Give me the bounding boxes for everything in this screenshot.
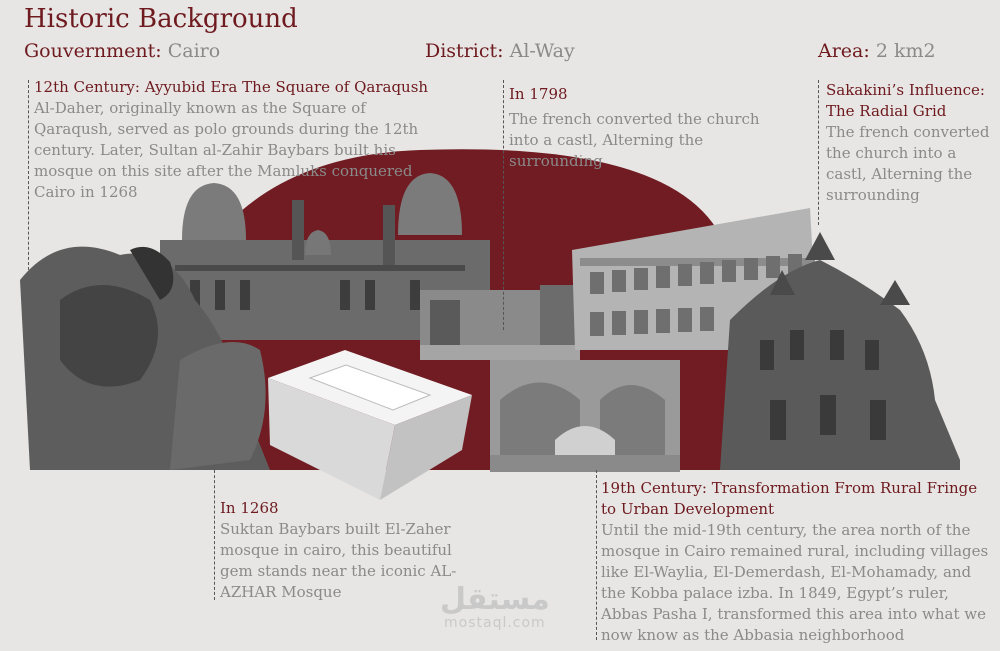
- timeline-line-1: [28, 80, 29, 270]
- street-image: [420, 285, 580, 360]
- government-label: Gouvernment:: [24, 40, 162, 62]
- timeline-line-4: [214, 470, 215, 600]
- watermark-arabic: مستقل: [440, 582, 550, 617]
- timeline-line-5: [596, 470, 597, 640]
- district-info: [425, 40, 575, 62]
- year-1268-body: Suktan Baybars built El-Zaher mosque in cairo, this beautiful gem stands near the iconic AL-AZHAR Mosque: [220, 520, 457, 601]
- ayyubid-era-block: [34, 77, 429, 203]
- interior-image: [490, 360, 680, 472]
- sakakini-block: [826, 80, 996, 206]
- 19th-century-body: Until the mid-19th century, the area north of the mosque in Cairo remained rural, including villages like El-Waylia, El-Demerdash, El-Mohamady, and the Kobba palace izba. In 1849, Egypt’s ruler, Abbas Pasha I, transformed this area into what we now know as the Abbasia neighborhood: [601, 521, 989, 644]
- government-info: [24, 40, 220, 62]
- timeline-line-3: [818, 80, 819, 225]
- timeline-line-2: [503, 80, 504, 330]
- ayyubid-era-heading: 12th Century: Ayyubid Era The Square of Qaraqush: [34, 78, 429, 96]
- district-value: Al-Way: [509, 40, 575, 62]
- year-1268-block: [220, 498, 470, 603]
- year-1798-heading: In 1798: [509, 85, 568, 103]
- district-label: District:: [425, 40, 504, 62]
- watermark-latin: mostaql.com: [444, 615, 546, 631]
- year-1268-heading: In 1268: [220, 499, 279, 517]
- area-info: [818, 40, 936, 62]
- year-1798-block: [509, 84, 764, 172]
- area-label: Area:: [818, 40, 870, 62]
- watermark: [440, 582, 550, 631]
- ayyubid-era-body: Al-Daher, originally known as the Square of Qaraqush, served as polo grounds during the 12th century. Later, Sultan al-Zahir Baybars built his mosque on this site after the Mamluks conquered Cairo in 1268: [34, 99, 419, 201]
- 19th-century-block: [601, 478, 996, 646]
- page-title: Historic Background: [24, 4, 298, 34]
- year-1798-body: The french converted the church into a castl, Alterning the surrounding: [509, 110, 760, 170]
- sakakini-body: The french converted the church into a castl, Alterning the surrounding: [826, 123, 990, 204]
- government-value: Cairo: [167, 40, 221, 62]
- 19th-century-heading: 19th Century: Transformation From Rural Fringe to Urban Development: [601, 479, 978, 518]
- sakakini-heading: Sakakini’s Influence: The Radial Grid: [826, 81, 985, 120]
- area-value: 2 km2: [875, 40, 936, 62]
